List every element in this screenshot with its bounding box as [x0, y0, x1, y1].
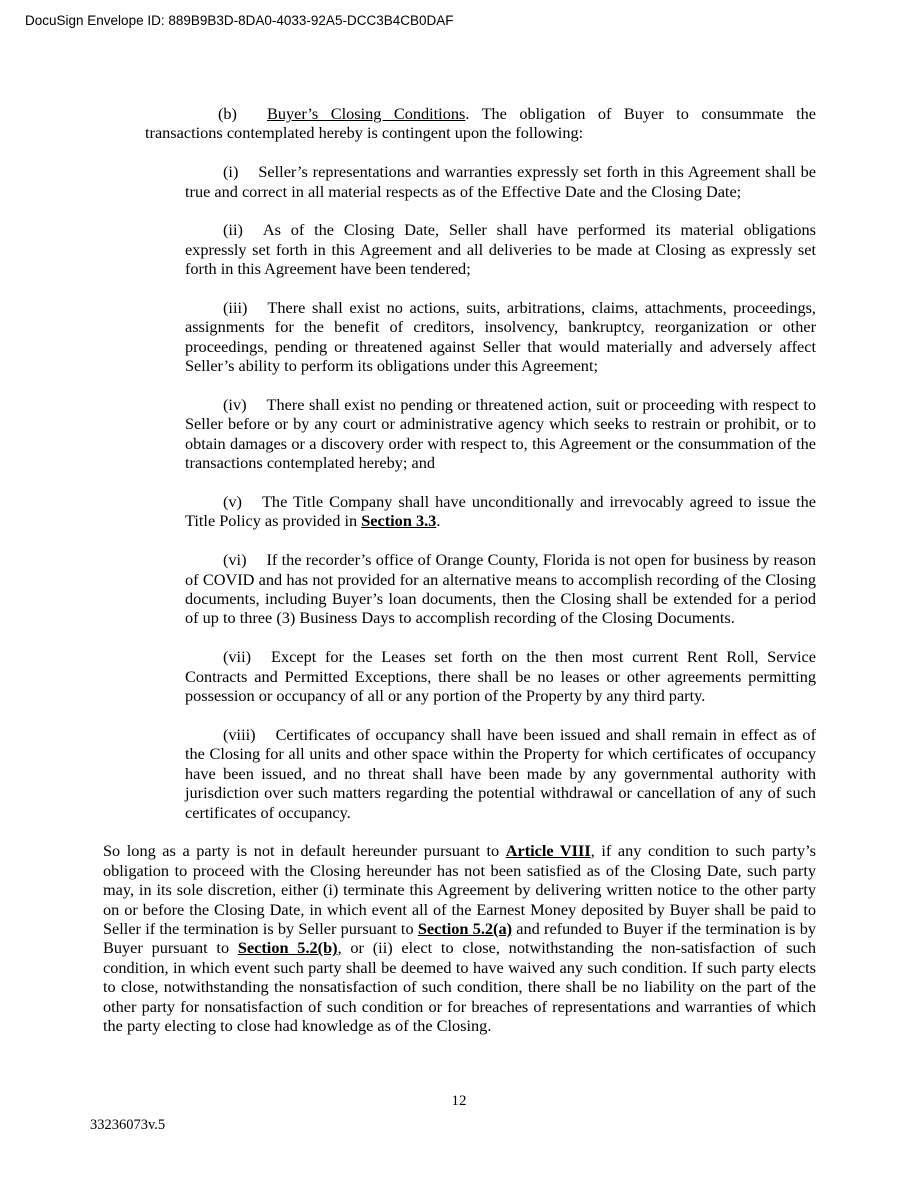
- text-segment: Certificates of occupancy shall have been issued and shall remain in effect as of the Closing for all units and other space within the Property for which certificates of occupancy have been issued, and no threat shall have been made by any governmental authority with jurisdiction over such matters regarding the potential withdrawal or cancellation of any of such certificates of occupancy.: [185, 724, 816, 822]
- text-segment: As of the Closing Date, Seller shall have performed its material obligations expressly set forth in this Agreement and all deliveries to be made at Closing as expressly set forth in this Agreement have been tendered;: [185, 220, 816, 279]
- text-segment: .: [436, 511, 441, 531]
- paragraph-iv: [185, 395, 816, 473]
- text-segment: Buyer’s Closing Conditions: [266, 104, 466, 123]
- document-version-number: 33236073v.5: [90, 1117, 166, 1133]
- clause-number: (vii): [223, 647, 252, 667]
- clause-number: (viii): [223, 724, 256, 744]
- text-segment: Section 5.2(a): [417, 918, 513, 938]
- docusign-envelope-id: DocuSign Envelope ID: 889B9B3D-8DA0-4033-92A5-DCC3B4CB0DAF: [25, 13, 454, 28]
- text-segment: So long as a party is not in default hereunder pursuant to: [103, 841, 506, 861]
- paragraph-b: [145, 104, 816, 143]
- clause-number: (v): [223, 492, 242, 512]
- paragraph-closing: [103, 841, 816, 1035]
- clause-number: (iv): [223, 395, 247, 415]
- paragraph-i: [185, 162, 816, 201]
- clause-number: (i): [223, 162, 239, 182]
- page-number: 12: [451, 1093, 467, 1109]
- paragraph-viii: [185, 725, 816, 822]
- text-segment: , or (ii) elect to close, notwithstanding the non-satisfaction of such condition, in which event such party shall be deemed to have waived any such condition. If such party elects to close, notwithstanding the nonsatisfaction of such condition, there shall be no liability on the part of the other party for nonsatisfaction of such condition or for breaches of representations and warranties of which the party electing to close had knowledge as of the Closing.: [103, 938, 817, 1035]
- document-body: [103, 104, 816, 1035]
- paragraph-iii: [185, 298, 816, 376]
- text-segment: . The obligation of Buyer to consummate the transactions contemplated hereby is contingent upon the following:: [145, 104, 816, 143]
- paragraph-v: [185, 492, 816, 531]
- text-segment: , if any condition to such party’s obligation to proceed with the Closing hereunder has not been satisfied as of the Closing Date, such party may, in its sole discretion, either (i) terminate this Agreement by delivering written notice to the other party on or before the Closing Date, in which event all of the Earnest Money deposited by Buyer shall be paid to Seller if the termination is by Seller pursuant to: [103, 841, 817, 938]
- text-segment: There shall exist no actions, suits, arbitrations, claims, attachments, proceedings, assignments for the benefit of creditors, insolvency, bankruptcy, reorganization or other proceedings, pending or threatened against Seller that would materially and adversely affect Seller’s ability to perform its obligations under this Agreement;: [185, 298, 816, 376]
- clause-number: (iii): [223, 298, 248, 318]
- clause-number: (vi): [223, 550, 247, 570]
- text-segment: There shall exist no pending or threatened action, suit or proceeding with respect to Seller before or by any court or administrative agency which seeks to restrain or prohibit, or to obtain damages or a discovery order with respect to, this Agreement or the consummation of the transactions contemplated hereby; and: [185, 395, 816, 473]
- text-segment: and refunded to Buyer if the termination is by Buyer pursuant to: [103, 918, 816, 958]
- text-segment: Section 3.3: [361, 511, 437, 531]
- text-segment: If the recorder’s office of Orange County, Florida is not open for business by reason of COVID and has not provided for an alternative means to accomplish recording of the Closing documents, including Buyer’s loan documents, then the Closing shall be extended for a period of up to three (3) Business Days to accomplish recording of the Closing Documents.: [185, 550, 816, 628]
- text-segment: Except for the Leases set forth on the then most current Rent Roll, Service Contracts and Permitted Exceptions, there shall be no leases or other agreements permitting possession or occupancy of all or any portion of the Property by any third party.: [185, 647, 816, 706]
- text-segment: The Title Company shall have unconditionally and irrevocably agreed to issue the Title Policy as provided in: [185, 492, 816, 531]
- text-segment: Seller’s representations and warranties expressly set forth in this Agreement shall be true and correct in all material respects as of the Effective Date and the Closing Date;: [185, 162, 816, 201]
- text-segment: Section 5.2(b): [237, 938, 338, 958]
- clause-number: (b): [218, 104, 237, 123]
- text-segment: Article VIII: [505, 841, 591, 861]
- paragraph-vi: [185, 550, 816, 628]
- clause-number: (ii): [223, 220, 243, 240]
- paragraph-ii: [185, 220, 816, 278]
- paragraph-vii: [185, 647, 816, 705]
